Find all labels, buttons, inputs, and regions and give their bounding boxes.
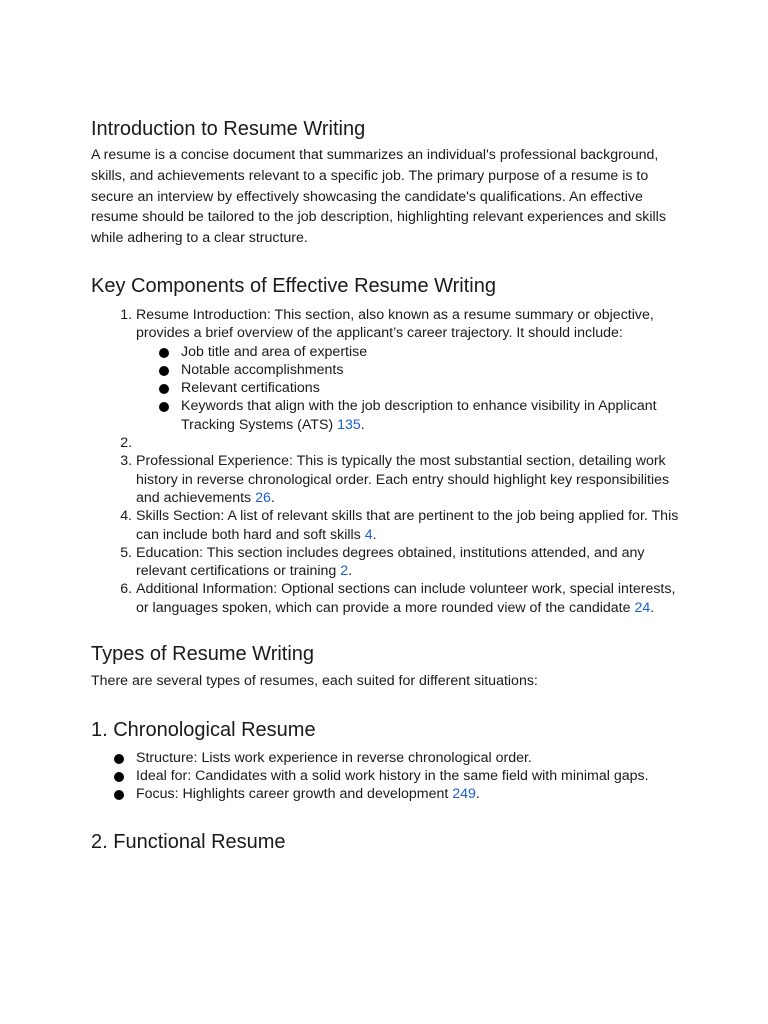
citation-link[interactable]: 26 (255, 489, 271, 506)
citation-link[interactable]: 2 (340, 563, 349, 580)
introduction-paragraph: A resume is a concise document that summarizes an individual's professional background, skills, and achievements relevant to a specific job. The primary purpose of a resume is to secure an interview by effectively showcasing the candidate's qualifications. An effective resume should be tailored to the job description, highlighting relevant experiences and skills while adhering to a clear structure. (91, 147, 666, 247)
heading-functional-resume: 2. Functional Resume (91, 830, 286, 853)
list-item-skills-section (136, 507, 691, 544)
heading-types-of-resume: Types of Resume Writing (91, 643, 315, 666)
list-item-additional-information (136, 580, 691, 617)
sublist-item (181, 379, 691, 397)
punctuation: . (372, 526, 377, 543)
list-item-text: Education: This section includes degrees obtained, institutions attended, and any relevant certifications or training (136, 544, 645, 580)
punctuation: . (475, 786, 480, 803)
sublist-item (181, 361, 691, 379)
list-item (136, 767, 691, 785)
citation-link[interactable]: 135 (337, 416, 361, 433)
heading-introduction: Introduction to Resume Writing (91, 118, 366, 140)
punctuation: . (348, 563, 353, 580)
citation-link[interactable]: 4 (364, 526, 373, 543)
resume-introduction-sublist (136, 343, 691, 434)
list-item-text: Additional Information: Optional sections can include volunteer work, special interests, or languages spoken, which can provide a more rounded view of the candidate (136, 581, 676, 616)
list-item-text: Resume Introduction: This section, also known as a resume summary or objective, provides a brief overview of the applicant’s career trajectory. It should include: (136, 306, 654, 342)
sublist-item (181, 343, 691, 361)
citation-link[interactable]: 24 (634, 599, 651, 616)
sublist-item-text: Keywords that align with the job description to enhance visibility in Applicant Tracking Systems (ATS) (181, 398, 657, 433)
list-item-text: Skills Section: A list of relevant skills that are pertinent to the job being applied for. This can include both hard and soft skills (136, 508, 679, 543)
heading-chronological-resume: 1. Chronological Resume (91, 718, 316, 741)
list-item-text: Focus: Highlights career growth and development (136, 786, 453, 803)
citation-link[interactable]: 249 (452, 786, 476, 803)
list-item-text: Ideal for: Candidates with a solid work history in the same field with minimal gaps. (136, 768, 649, 785)
list-item (136, 749, 691, 767)
sublist-item (181, 397, 691, 434)
list-item-resume-introduction (136, 306, 691, 434)
punctuation: . (360, 416, 365, 433)
key-components-list (91, 306, 691, 617)
list-item-text: Structure: Lists work experience in reverse chronological order. (136, 749, 532, 766)
list-item-professional-experience (136, 452, 691, 507)
types-paragraph: There are several types of resumes, each suited for different situations: (91, 673, 538, 690)
list-item (136, 785, 691, 803)
list-item-text: Professional Experience: This is typically the most substantial section, detailing work history in reverse chronological order. Each entry should highlight key responsibilities and achievements (136, 453, 670, 506)
sublist-item-text: Relevant certifications (181, 380, 320, 397)
sublist-item-text: Notable accomplishments (181, 361, 344, 378)
chronological-resume-list (91, 749, 691, 804)
sublist-item-text: Job title and area of expertise (181, 343, 368, 360)
list-item-education (136, 544, 691, 581)
document-page (91, 116, 691, 855)
list-item-empty (136, 434, 691, 452)
punctuation: . (650, 599, 655, 616)
heading-key-components: Key Components of Effective Resume Writing (91, 274, 496, 297)
punctuation: . (270, 489, 275, 506)
